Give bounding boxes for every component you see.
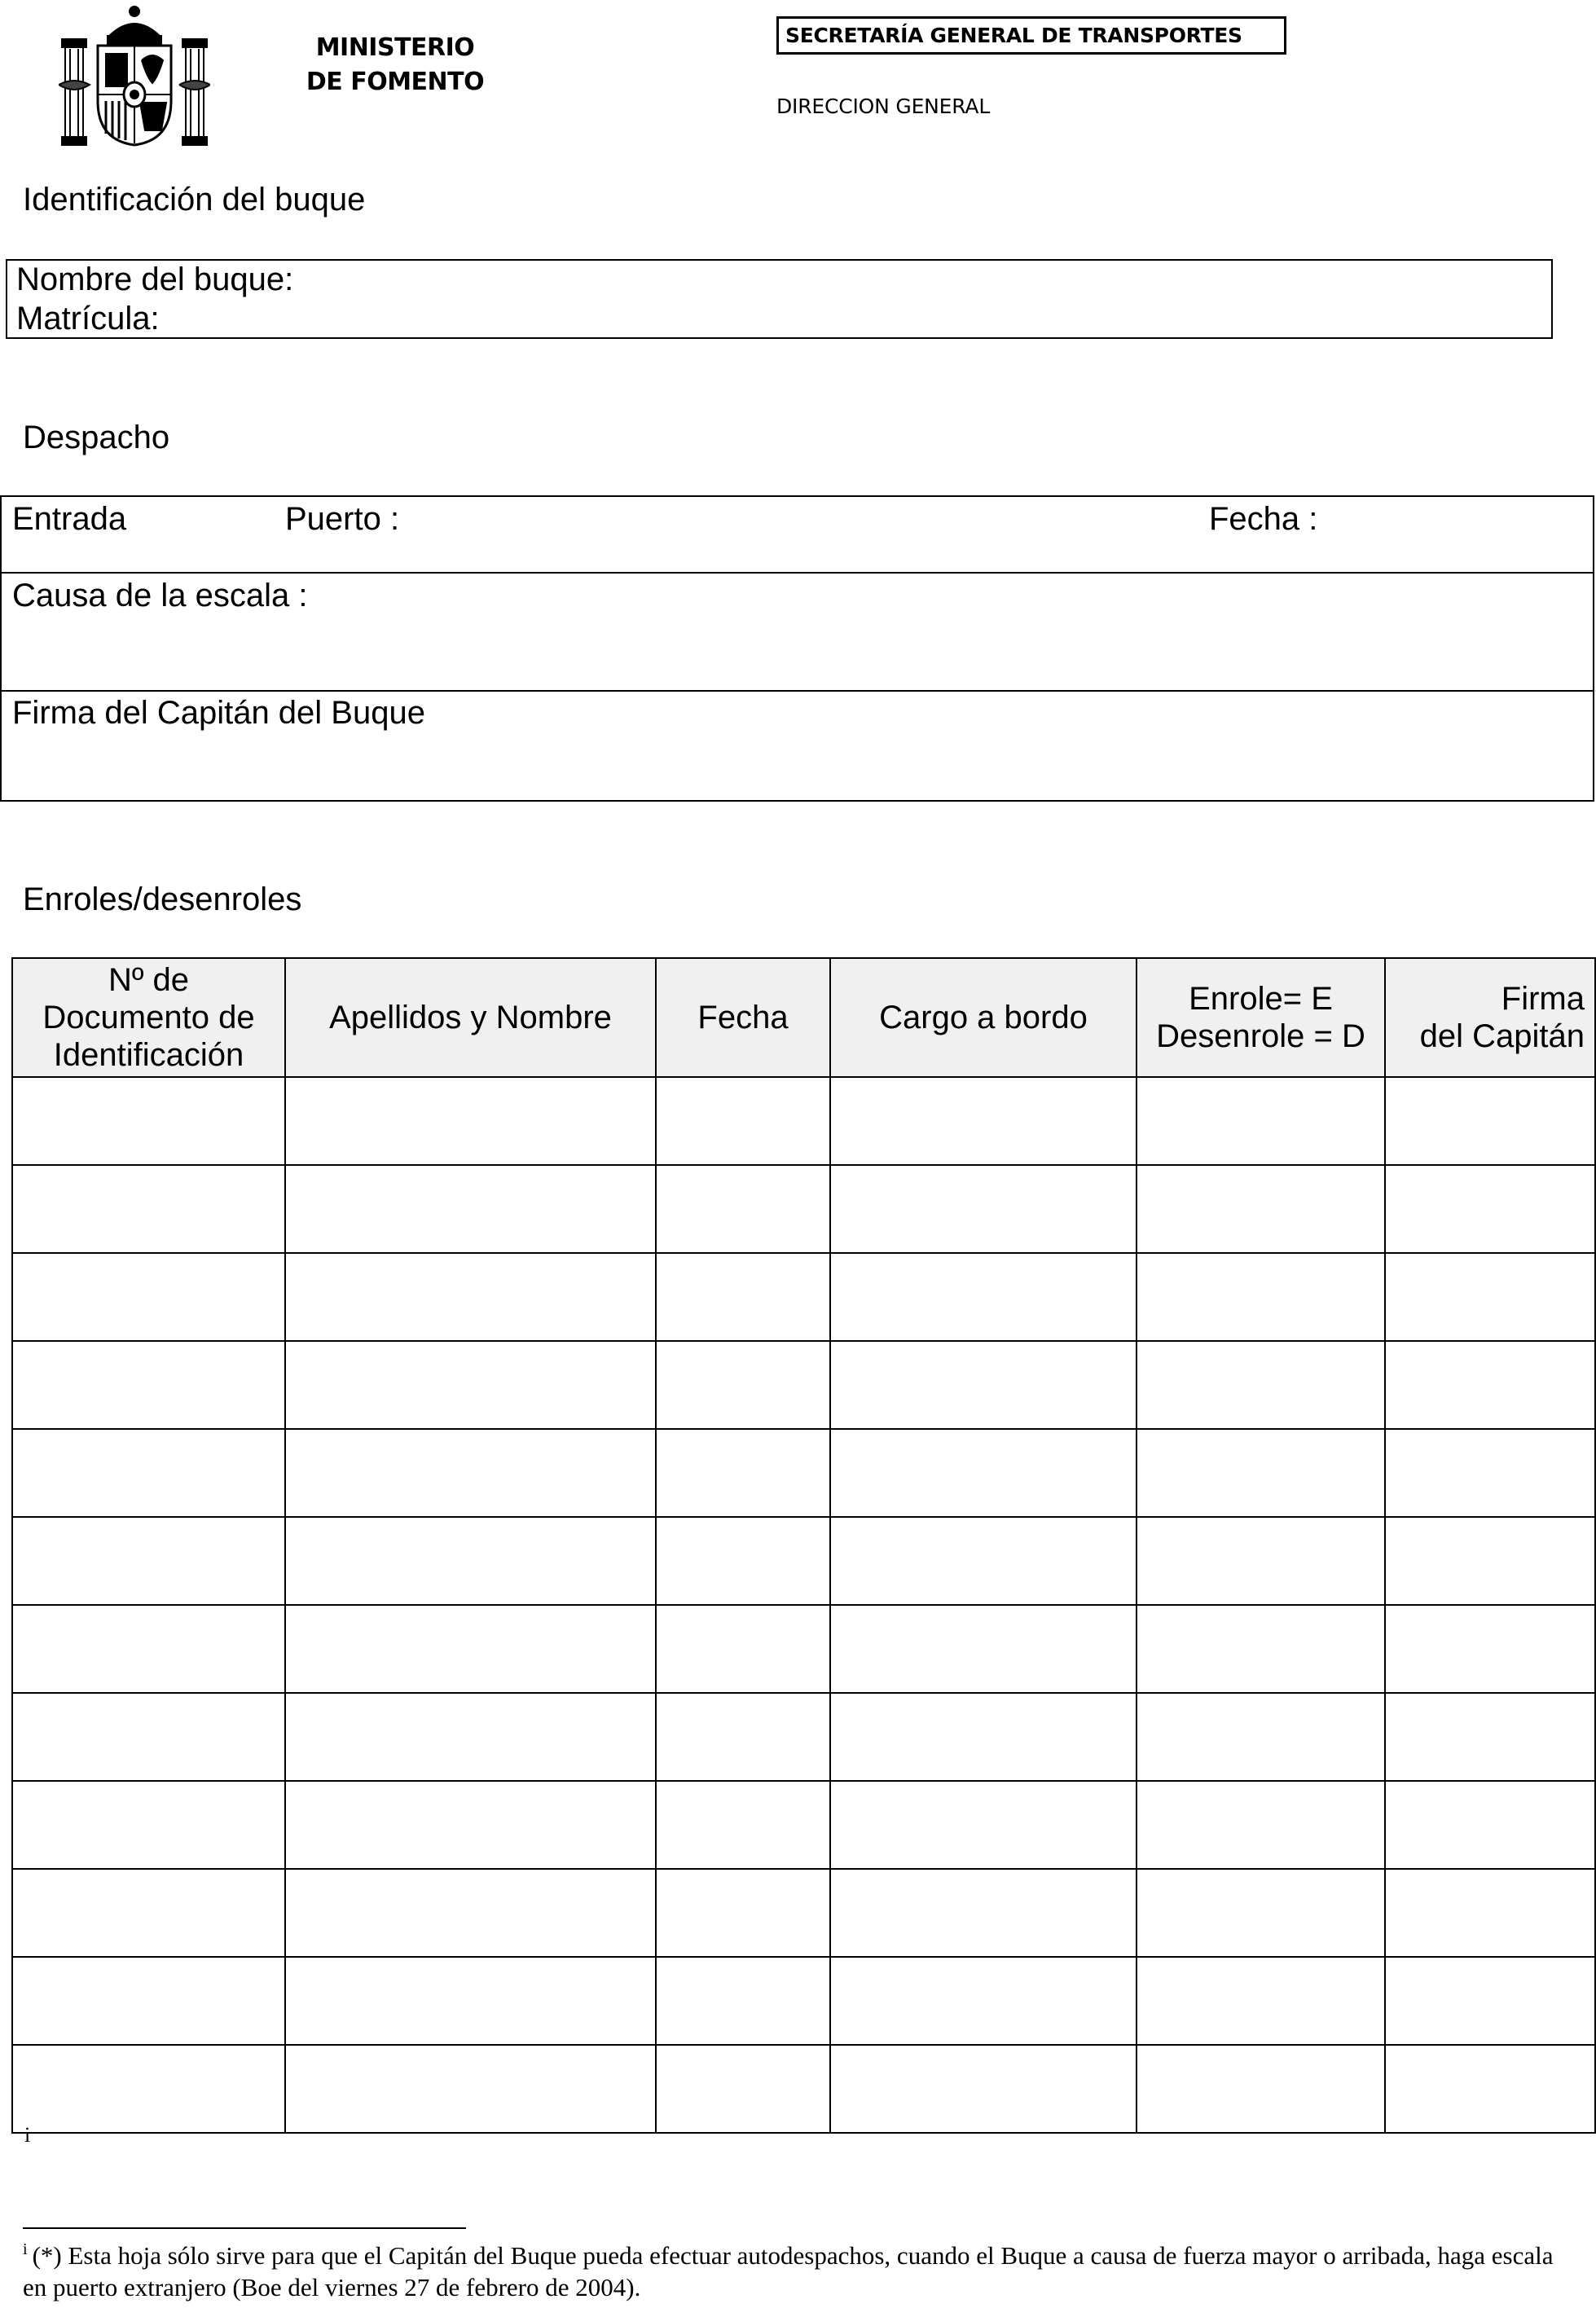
table-cell[interactable] bbox=[830, 1605, 1137, 1693]
table-cell[interactable] bbox=[656, 1077, 830, 1165]
table-cell[interactable] bbox=[285, 1605, 656, 1693]
table-cell[interactable] bbox=[1385, 1429, 1595, 1517]
table-row bbox=[12, 1869, 1595, 1957]
table-row bbox=[12, 1341, 1595, 1429]
table-cell[interactable] bbox=[12, 1253, 285, 1341]
table-cell[interactable] bbox=[830, 2045, 1137, 2133]
footnote-text: (*) Esta hoja sólo sirve para que el Capitán del Buque pueda efectuar autodespachos, cuando el Buque a causa de fuerza mayor o arribada, haga escala en puerto extranjero (Boe del viernes 27 de febrero de 2004). bbox=[23, 2241, 1554, 2301]
table-cell[interactable] bbox=[1137, 1693, 1385, 1781]
table-cell[interactable] bbox=[1385, 1253, 1595, 1341]
despacho-row-divider bbox=[2, 690, 1593, 692]
col-document-line-2: Documento de bbox=[42, 1000, 255, 1035]
table-cell[interactable] bbox=[1385, 1341, 1595, 1429]
footnote-sup: i bbox=[23, 2240, 28, 2258]
table-cell[interactable] bbox=[1137, 1429, 1385, 1517]
table-cell[interactable] bbox=[285, 2045, 656, 2133]
footnote bbox=[23, 2234, 1571, 2303]
coat-of-arms-icon bbox=[59, 3, 210, 148]
col-document-line-3: Identificación bbox=[53, 1037, 244, 1073]
table-row bbox=[12, 1693, 1595, 1781]
table-row bbox=[12, 1253, 1595, 1341]
table-row bbox=[12, 1957, 1595, 2045]
table-cell[interactable] bbox=[1137, 1781, 1385, 1869]
table-cell[interactable] bbox=[12, 1957, 285, 2045]
table-cell[interactable] bbox=[656, 1869, 830, 1957]
table-cell[interactable] bbox=[285, 1341, 656, 1429]
table-cell[interactable] bbox=[1137, 1517, 1385, 1605]
table-cell[interactable] bbox=[1137, 1165, 1385, 1253]
table-cell[interactable] bbox=[830, 1957, 1137, 2045]
table-cell[interactable] bbox=[1137, 1077, 1385, 1165]
table-cell[interactable] bbox=[656, 1341, 830, 1429]
crew-table bbox=[11, 957, 1596, 2134]
col-signature-header bbox=[1385, 958, 1595, 1077]
col-name-header: Apellidos y Nombre bbox=[285, 958, 656, 1077]
table-cell[interactable] bbox=[285, 1165, 656, 1253]
table-cell[interactable] bbox=[285, 1429, 656, 1517]
table-cell[interactable] bbox=[830, 1165, 1137, 1253]
vessel-section-heading: Identificación del buque bbox=[23, 182, 366, 218]
ministry-line-2: DE FOMENTO bbox=[306, 68, 485, 96]
table-cell[interactable] bbox=[12, 1693, 285, 1781]
table-cell[interactable] bbox=[1385, 1869, 1595, 1957]
table-cell[interactable] bbox=[12, 1165, 285, 1253]
table-cell[interactable] bbox=[656, 1693, 830, 1781]
puerto-label: Puerto : bbox=[285, 501, 400, 537]
table-cell[interactable] bbox=[1137, 1605, 1385, 1693]
col-document-header bbox=[12, 958, 285, 1077]
col-signature-line-2: del Capitán bbox=[1419, 1018, 1585, 1054]
col-signature-line-1: Firma bbox=[1501, 981, 1585, 1017]
secretaria-label: SECRETARÍA GENERAL DE TRANSPORTES bbox=[776, 16, 1286, 55]
table-cell[interactable] bbox=[285, 1693, 656, 1781]
table-cell[interactable] bbox=[830, 1869, 1137, 1957]
table-row bbox=[12, 1605, 1595, 1693]
vessel-registration-label: Matrícula: bbox=[16, 301, 160, 336]
table-cell[interactable] bbox=[1137, 2045, 1385, 2133]
table-cell[interactable] bbox=[1385, 1781, 1595, 1869]
direccion-label: DIRECCION GENERAL bbox=[776, 95, 991, 118]
table-cell[interactable] bbox=[12, 1869, 285, 1957]
table-cell[interactable] bbox=[830, 1341, 1137, 1429]
col-enrole-line-1: Enrole= E bbox=[1189, 981, 1333, 1017]
table-cell[interactable] bbox=[12, 1077, 285, 1165]
table-row bbox=[12, 1429, 1595, 1517]
table-cell[interactable] bbox=[656, 1957, 830, 2045]
table-cell[interactable] bbox=[285, 1781, 656, 1869]
table-cell[interactable] bbox=[12, 1605, 285, 1693]
table-cell[interactable] bbox=[12, 1429, 285, 1517]
despacho-table bbox=[0, 495, 1594, 802]
footnote-divider bbox=[23, 2227, 466, 2229]
table-cell[interactable] bbox=[285, 1869, 656, 1957]
table-cell[interactable] bbox=[12, 2045, 285, 2133]
table-cell[interactable] bbox=[830, 1693, 1137, 1781]
table-row bbox=[12, 1165, 1595, 1253]
table-cell[interactable] bbox=[1137, 1341, 1385, 1429]
firma-capitan-label: Firma del Capitán del Buque bbox=[12, 695, 425, 731]
col-enrole-header bbox=[1137, 958, 1385, 1077]
table-cell[interactable] bbox=[285, 1077, 656, 1165]
ministry-name bbox=[293, 31, 497, 99]
causa-escala-label: Causa de la escala : bbox=[12, 578, 308, 613]
table-cell[interactable] bbox=[1137, 1253, 1385, 1341]
table-cell[interactable] bbox=[1137, 1957, 1385, 2045]
crew-table-body bbox=[12, 1077, 1595, 2133]
table-cell[interactable] bbox=[656, 1781, 830, 1869]
table-cell[interactable] bbox=[830, 1517, 1137, 1605]
col-date-header: Fecha bbox=[656, 958, 830, 1077]
table-cell[interactable] bbox=[1385, 1517, 1595, 1605]
table-cell[interactable] bbox=[1385, 1957, 1595, 2045]
entrada-label: Entrada bbox=[12, 501, 127, 537]
crew-section-heading: Enroles/desenroles bbox=[23, 881, 302, 917]
table-cell[interactable] bbox=[1385, 1693, 1595, 1781]
table-cell[interactable] bbox=[656, 1517, 830, 1605]
table-cell[interactable] bbox=[656, 2045, 830, 2133]
fecha-label: Fecha : bbox=[1209, 501, 1318, 537]
ministry-line-1: MINISTERIO bbox=[315, 33, 475, 62]
despacho-row-divider bbox=[2, 572, 1593, 574]
table-cell[interactable] bbox=[1137, 1869, 1385, 1957]
table-cell[interactable] bbox=[1385, 1605, 1595, 1693]
table-cell[interactable] bbox=[1385, 1077, 1595, 1165]
table-cell[interactable] bbox=[830, 1781, 1137, 1869]
table-cell[interactable] bbox=[830, 1429, 1137, 1517]
table-cell[interactable] bbox=[285, 1253, 656, 1341]
table-cell[interactable] bbox=[830, 1253, 1137, 1341]
table-cell[interactable] bbox=[656, 1429, 830, 1517]
table-row bbox=[12, 1517, 1595, 1605]
crew-table-header bbox=[12, 958, 1595, 1077]
col-document-line-1: Nº de bbox=[108, 962, 190, 998]
table-cell[interactable] bbox=[12, 1781, 285, 1869]
table-cell[interactable] bbox=[656, 1605, 830, 1693]
vessel-name-label: Nombre del buque: bbox=[16, 262, 294, 297]
table-cell[interactable] bbox=[1385, 2045, 1595, 2133]
footnote-marker: i bbox=[24, 2123, 31, 2147]
table-cell[interactable] bbox=[830, 1077, 1137, 1165]
table-cell[interactable] bbox=[12, 1517, 285, 1605]
table-cell[interactable] bbox=[12, 1341, 285, 1429]
table-row bbox=[12, 1781, 1595, 1869]
table-cell[interactable] bbox=[656, 1253, 830, 1341]
table-row bbox=[12, 1077, 1595, 1165]
col-role-header: Cargo a bordo bbox=[830, 958, 1137, 1077]
table-cell[interactable] bbox=[656, 1165, 830, 1253]
despacho-section-heading: Despacho bbox=[23, 420, 170, 455]
table-cell[interactable] bbox=[1385, 1165, 1595, 1253]
table-cell[interactable] bbox=[285, 1957, 656, 2045]
table-row bbox=[12, 2045, 1595, 2133]
table-cell[interactable] bbox=[285, 1517, 656, 1605]
col-enrole-line-2: Desenrole = D bbox=[1156, 1018, 1365, 1054]
